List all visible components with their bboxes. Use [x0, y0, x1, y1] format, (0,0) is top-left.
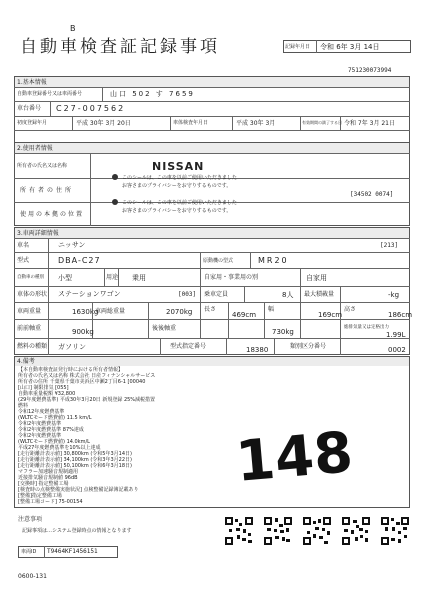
note-line: マフラー加速騒音規制適用	[18, 469, 79, 475]
maker-code: [213]	[380, 242, 399, 249]
note-line: [検査時の点検整備実施状況] 点検整備記録簿記載あり	[18, 487, 139, 493]
qr-code-2	[263, 516, 293, 546]
class-label: 類別区分番号	[290, 343, 327, 350]
class-value: 0002	[388, 346, 406, 354]
privacy-seal-line-2: お客さまのプライバシーをお守りするものです。	[122, 183, 232, 189]
maker-value: ニッサン	[58, 241, 86, 249]
vehicle-id-value: T9464KF1456151	[47, 548, 98, 555]
rear-axle-value: 730kg	[272, 328, 294, 336]
displacement-value: 1.99L	[386, 331, 406, 339]
load-label: 最大積載量	[304, 291, 335, 298]
note-line: [交換時] 指定整備工場	[18, 481, 69, 487]
notes-lines	[18, 367, 238, 505]
body-value: ステーションワゴン	[58, 290, 121, 298]
plate-number: 山口 502 す 7659	[110, 90, 195, 98]
note-line: 令和2年度燃費基準	[18, 433, 62, 439]
document-title: 自動車検査証記録事項	[20, 37, 220, 57]
seal-bullet-icon	[112, 174, 118, 180]
cert-value: 18380	[246, 346, 269, 354]
maker-label: 車名	[17, 242, 30, 249]
fuel-value: ガソリン	[58, 343, 86, 351]
note-line: [走行距離計表示値] 34,100km (令和3年3月22日)	[18, 457, 132, 463]
form-code: 0600-131	[18, 573, 47, 580]
note-line: [山口] 制限排気 [055]	[18, 385, 69, 391]
rear-axle-label: 後後軸重	[152, 325, 177, 332]
vehicle-section-title: 3.車両詳細情報	[17, 230, 59, 237]
seal-bullet-icon-2	[112, 199, 118, 205]
note-line: 令和2年度燃費基準	[18, 421, 62, 427]
note-line: (WLTCモード燃費値) 11.5 km/L	[18, 415, 92, 421]
expiry-label: 有効期間の満了する日	[302, 120, 342, 125]
gross-weight-label: 車両総重量	[95, 308, 126, 315]
capacity-label: 乗車定員	[204, 291, 229, 298]
note-line: 令和2年度燃費基準 87%達成	[18, 427, 84, 433]
form-mark: B	[70, 24, 76, 33]
weight-label: 車両重量	[17, 308, 42, 315]
note-line: [走行距離計表示値] 30,800km (令和5年3月14日)	[18, 451, 132, 457]
height-label: 高さ	[344, 306, 357, 313]
engine-value: MR20	[258, 256, 289, 265]
weight-value: 1630kg	[72, 308, 99, 316]
note-line: 所有者の住所 千葉県千葉市美浜区中瀬2丁目6-1 [00040	[18, 379, 146, 385]
note-line: [整備]指定整備工場	[18, 493, 62, 499]
qr-code-3	[302, 516, 332, 546]
notes-section-title: 4.備考	[17, 358, 35, 365]
document-number: 751230073994	[348, 67, 392, 74]
privacy-seal-line-1: このシールは、この車を以前ご使用いただきました	[122, 175, 237, 181]
notice-text: 記録事項は…システム登録時点の情報となります	[22, 528, 132, 534]
expiry-date: 令和 7年 3月 21日	[344, 120, 395, 127]
note-line: 燃料	[18, 403, 29, 409]
notice-label: 注意事項	[18, 516, 43, 523]
qr-code-1	[224, 516, 254, 546]
vin-label: 車台番号	[17, 105, 42, 112]
model-label: 型式	[17, 257, 30, 264]
displacement-label: 総排気量又は定格出力	[344, 325, 389, 330]
first-reg-date-2: 平成 30年 3月	[236, 120, 276, 127]
owner-label: 所有者の氏名又は名称	[17, 163, 68, 169]
purpose-label: 自家用・事業用の別	[204, 274, 259, 281]
purpose-value: 自家用	[306, 274, 327, 282]
note-line: 【本自動車検査証発行時における所有者情報】	[18, 367, 124, 373]
use-label: 用途	[106, 274, 119, 281]
width-label: 幅	[268, 306, 275, 313]
height-value: 186cm	[388, 311, 413, 319]
body-code: [003]	[178, 291, 197, 298]
model-value: DBA-C27	[58, 256, 101, 265]
qr-code-5	[380, 516, 410, 546]
basic-section-title: 1.基本情報	[17, 79, 47, 86]
use-value: 乗用	[132, 274, 146, 282]
seal-code: [34502 0074]	[350, 191, 394, 198]
vin-value: C27-007562	[56, 104, 126, 113]
length-value: 469cm	[232, 311, 257, 319]
privacy-seal-line-4: お客さまのプライバシーをお守りするものです。	[122, 208, 232, 214]
owner-address-label: 所有者の住所	[20, 187, 75, 194]
note-line: 所有者の氏名又は名称 株式会社 日産フィナンシャルサービス	[18, 373, 156, 379]
note-line: (WLTCモード燃費値) 14.0km/L	[18, 439, 90, 445]
first-reg-label: 初度登録年月	[17, 120, 48, 126]
first-reg-label-2: 車体検査年月日	[173, 120, 209, 126]
record-date: 令和 6年 3月 14日	[320, 43, 380, 51]
nissan-logo: NISSAN	[152, 160, 205, 173]
plate-label: 自動車登録番号又は車両番号	[17, 91, 83, 97]
load-value: -kg	[388, 291, 400, 299]
engine-label: 原動機の型式	[203, 258, 234, 264]
user-section-title: 2.使用者情報	[17, 145, 53, 152]
gross-weight-value: 2070kg	[166, 308, 193, 316]
first-reg-date: 平成 30年 3月 20日	[76, 120, 131, 127]
note-line: [整備工場コード] 75-00154	[18, 499, 83, 505]
privacy-seal-line-3: このシールは、この車を以前ご使用いただきました	[122, 200, 237, 206]
note-line: 自動車重量税額 ¥32,800	[18, 391, 76, 397]
front-axle-label: 前前軸重	[17, 325, 42, 332]
note-line: [走行距離計表示値] 50,100km (令和6年3月18日)	[18, 463, 132, 469]
storage-location-label: 使用の本拠の位置	[20, 211, 85, 218]
note-line: 令和12年度燃費基準	[18, 409, 65, 415]
note-line: (29年度燃費基準) 平成30年3月20日 新規登録 25%減税措置	[18, 397, 156, 403]
width-value: 169cm	[318, 311, 343, 319]
cert-label: 型式指定番号	[170, 343, 207, 350]
kind-label: 自動車の種別	[17, 275, 44, 280]
length-label: 長さ	[204, 306, 217, 313]
record-date-label: 記録年月日	[285, 44, 311, 50]
handwritten-number: 148	[233, 420, 356, 495]
fuel-label: 燃料の種類	[17, 343, 48, 350]
capacity-value: 8人	[282, 291, 294, 299]
note-line: 近接排気騒音規制値 96dB	[18, 475, 78, 481]
vehicle-id-label: 車両ID	[21, 549, 37, 555]
note-line: 平成27年度燃費基準を10%以上達成	[18, 445, 101, 451]
kind-value: 小型	[58, 274, 72, 282]
front-axle-value: 900kg	[72, 328, 94, 336]
qr-code-4	[341, 516, 371, 546]
body-label: 車体の形状	[17, 291, 48, 298]
